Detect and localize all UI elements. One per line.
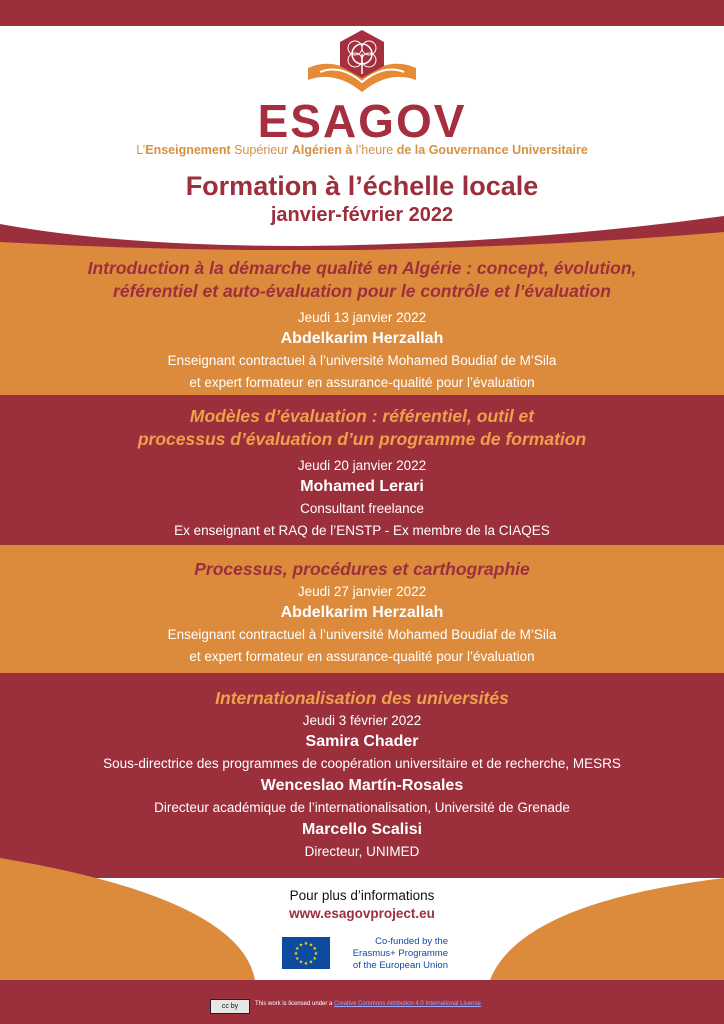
svg-text:★: ★ xyxy=(298,942,304,949)
speaker-role: Consultant freelance xyxy=(300,501,424,516)
eu-text-line: Erasmus+ Programme xyxy=(352,948,448,959)
svg-text:★: ★ xyxy=(308,942,314,949)
brand-name: ESAGOV xyxy=(257,95,467,147)
page-subtitle: janvier-février 2022 xyxy=(270,204,454,226)
tagline-part: l’heure xyxy=(352,143,397,157)
speaker-name: Abdelkarim Herzallah xyxy=(280,330,444,347)
speaker-role: et expert formateur en assurance-qualité pour l’évaluation xyxy=(189,649,535,664)
tagline-part: de la Gouvernance Universitaire xyxy=(396,143,588,157)
cc-by-badge-icon[interactable]: cc by xyxy=(210,999,250,1014)
session-title: Introduction à la démarche qualité en Algérie : concept, évolution, xyxy=(87,258,637,278)
session-date: Jeudi 27 janvier 2022 xyxy=(297,584,427,599)
speaker-name: Abdelkarim Herzallah xyxy=(280,604,444,621)
speaker-role: Directeur académique de l’internationalisation, Université de Grenade xyxy=(154,800,570,815)
svg-text:★: ★ xyxy=(308,959,314,966)
license-link[interactable]: Creative Commons Attribution 4.0 International License xyxy=(334,1001,481,1007)
esagov-logo xyxy=(300,28,424,98)
speaker-role: et expert formateur en assurance-qualité pour l’évaluation xyxy=(189,375,535,390)
session-date: Jeudi 20 janvier 2022 xyxy=(297,458,427,473)
page-title: Formation à l’échelle locale xyxy=(185,171,539,201)
session-title: Processus, procédures et carthographie xyxy=(194,559,530,579)
session-1 xyxy=(0,257,724,394)
license-text: This work is licensed under a xyxy=(255,1001,333,1007)
session-2 xyxy=(0,405,724,542)
speaker-role: Enseignant contractuel à l’université Mohamed Boudiaf de M’Sila xyxy=(167,353,557,368)
session-date: Jeudi 3 février 2022 xyxy=(302,713,422,728)
eu-flag-icon xyxy=(282,937,330,969)
speaker-role: Enseignant contractuel à l’université Mohamed Boudiaf de M’Sila xyxy=(167,627,557,642)
website-link[interactable]: www.esagovproject.eu xyxy=(289,906,435,921)
info-label: Pour plus d’informations xyxy=(289,888,435,903)
svg-text:★: ★ xyxy=(313,951,319,957)
svg-text:★: ★ xyxy=(303,941,309,947)
eu-text-line: Co-funded by the xyxy=(375,936,448,947)
speaker-name: Marcello Scalisi xyxy=(301,821,423,838)
license-notice xyxy=(255,1001,481,1007)
eu-cofunding-text xyxy=(338,936,448,972)
top-bar xyxy=(0,0,724,26)
speaker-role: Ex enseignant et RAQ de l’ENSTP - Ex membre de la CIAQES xyxy=(174,523,550,538)
tagline-part: Enseignement xyxy=(145,143,231,157)
tagline-part: Algérien à xyxy=(291,143,353,157)
speaker-name: Wenceslao Martín-Rosales xyxy=(260,777,464,794)
session-title: référentiel et auto-évaluation pour le contrôle et l’évaluation xyxy=(113,281,611,301)
speaker-role: Directeur, UNIMED xyxy=(304,844,420,859)
session-3 xyxy=(0,558,724,668)
speaker-name: Samira Chader xyxy=(305,733,419,750)
session-title: processus d’évaluation d’un programme de formation xyxy=(137,429,587,449)
session-date: Jeudi 13 janvier 2022 xyxy=(297,310,427,325)
svg-text:★: ★ xyxy=(295,946,300,952)
speaker-role: Sous-directrice des programmes de coopération universitaire et de recherche, MESRS xyxy=(103,756,621,771)
brand-tagline xyxy=(0,143,724,157)
tagline-part: L’ xyxy=(136,143,146,157)
svg-text:★: ★ xyxy=(295,956,300,962)
svg-text:★: ★ xyxy=(312,956,317,962)
session-title: Internationalisation des universités xyxy=(215,688,509,708)
svg-text:★: ★ xyxy=(312,946,317,952)
eu-text-line: of the European Union xyxy=(352,960,448,971)
speaker-name: Mohamed Lerari xyxy=(300,478,424,495)
tagline-part: Supérieur xyxy=(230,143,292,157)
book-flower-icon xyxy=(300,28,424,98)
svg-text:★: ★ xyxy=(293,951,299,957)
svg-text:★: ★ xyxy=(303,961,309,967)
svg-text:★: ★ xyxy=(298,959,304,966)
session-4 xyxy=(0,687,724,863)
session-title: Modèles d’évaluation : référentiel, outil et xyxy=(189,406,535,426)
